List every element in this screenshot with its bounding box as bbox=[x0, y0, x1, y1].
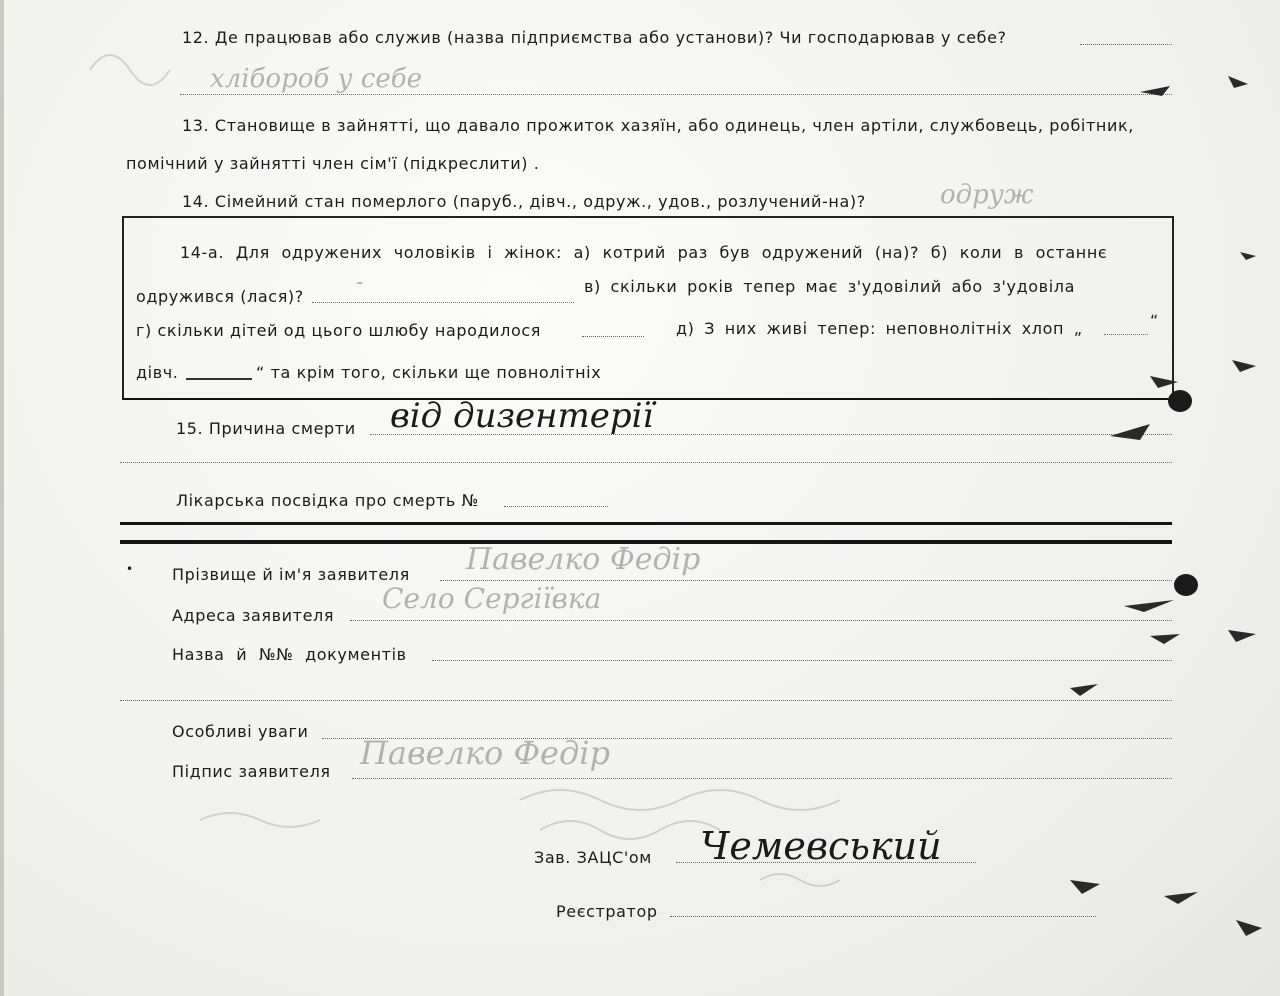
remarks-label: Особливі уваги bbox=[172, 722, 309, 741]
q14a-label-line-3b: д) З них живі тепер: неповнолітніх хлоп „ bbox=[676, 319, 1083, 338]
q13-label-line-2: помічний у зайнятті член сім'ї (підкреслити) . bbox=[126, 154, 540, 173]
medical-certificate-label: Лікарська посвідка про смерть № bbox=[176, 491, 479, 510]
q12-handwritten-answer: хлібороб у себе bbox=[210, 64, 423, 94]
q14a-label-line-4a: дівч. bbox=[136, 363, 179, 382]
q14a-label-line-4b: “ та крім того, скільки ще повнолітніх bbox=[256, 363, 602, 382]
registrar-label: Реєстратор bbox=[556, 902, 658, 921]
zags-head-signature: Чемевський bbox=[700, 824, 942, 868]
q14a-label-line-2a: одружився (лася)? bbox=[136, 287, 304, 306]
zags-head-label: Зав. ЗАЦС'ом bbox=[534, 848, 652, 867]
applicant-address-label: Адреса заявителя bbox=[172, 606, 335, 625]
applicant-name-label: Прізвище й ім'я заявителя bbox=[172, 565, 410, 584]
q14a-handwritten-dash: - bbox=[356, 270, 364, 295]
bullet-dot: • bbox=[126, 562, 134, 576]
q15-label: 15. Причина смерти bbox=[176, 419, 356, 438]
q14-label: 14. Сімейний стан померлого (паруб., дівч., одруж., удов., розлучений-на)? bbox=[182, 192, 866, 211]
q14a-label-line-3c: “ bbox=[1150, 311, 1159, 330]
q14a-label-line-3a: г) скільки дітей од цього шлюбу народилося bbox=[136, 321, 541, 340]
applicant-name-handwritten: Павелко Федір bbox=[466, 542, 701, 577]
q14a-label-line-2b: в) скільки років тепер має з'удовілий або з'удовіла bbox=[584, 277, 1075, 296]
applicant-signature-label: Підпис заявителя bbox=[172, 762, 331, 781]
q15-handwritten-answer: від дизентерії bbox=[390, 396, 654, 436]
documents-label: Назва й №№ документів bbox=[172, 645, 407, 664]
applicant-address-handwritten: Село Сергіївка bbox=[382, 582, 602, 615]
q14-handwritten-answer: одруж bbox=[940, 180, 1034, 210]
q14a-label-line-1: 14-а. Для одружених чоловіків і жінок: а) котрий раз був одружений (на)? б) коли в останнє bbox=[180, 243, 1108, 262]
q13-label-line-1: 13. Становище в зайнятті, що давало прожиток хазяїн, або одинець, член артіли, службовець, робітник, bbox=[182, 116, 1134, 135]
q12-label: 12. Де працював або служив (назва підприємства або установи)? Чи господарював у себе? bbox=[182, 28, 1007, 47]
applicant-signature-handwritten: Павелко Федір bbox=[360, 734, 610, 772]
